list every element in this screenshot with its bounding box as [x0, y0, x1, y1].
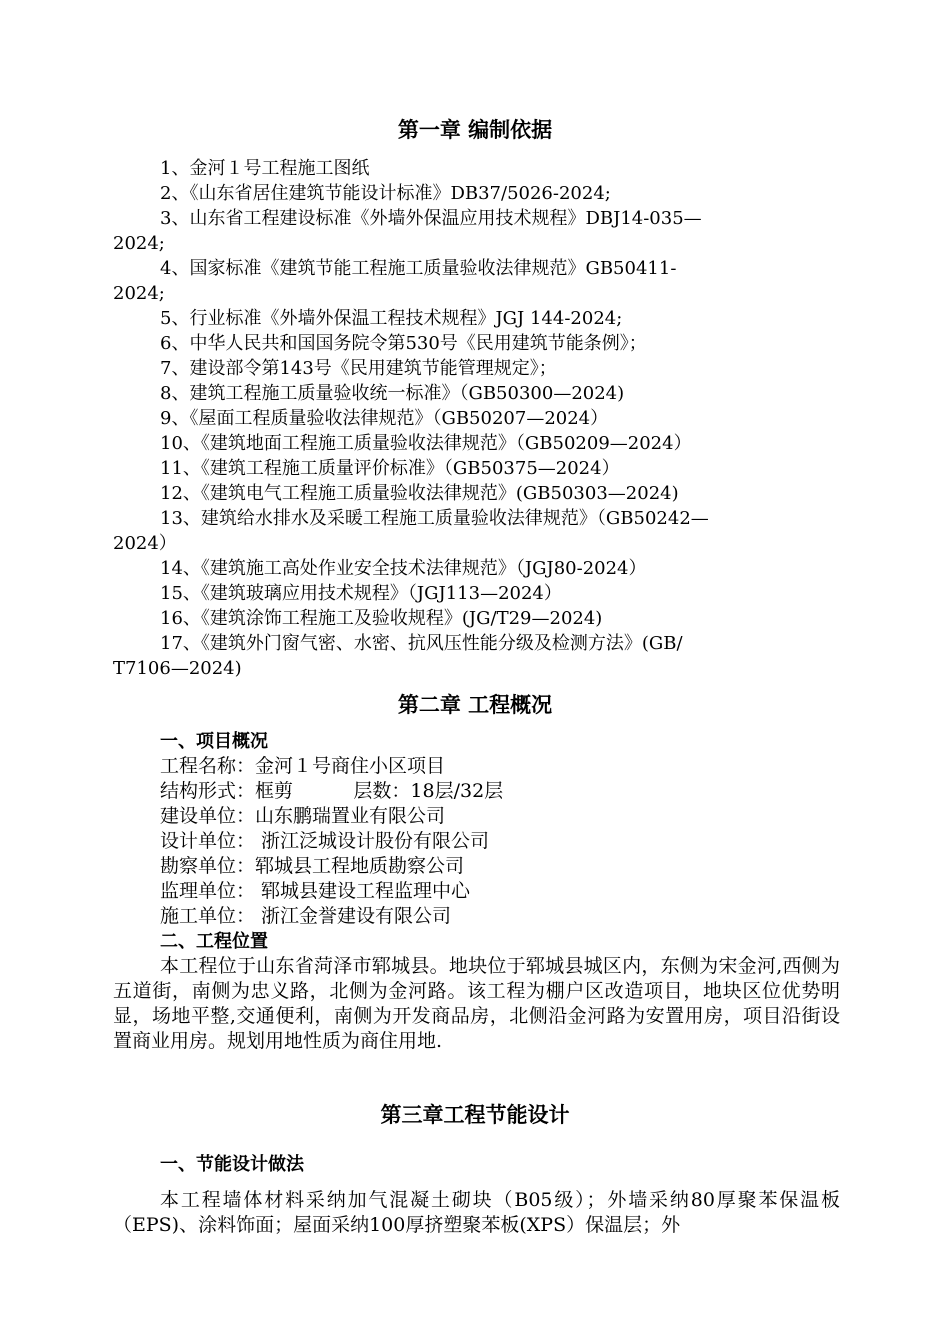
energy-design-heading: 一、节能设计做法: [160, 1154, 304, 1175]
basis-item-11: 11、《建筑工程施工质量评价标准》（GB50375—2024）: [160, 458, 620, 479]
supervision-unit: 监理单位： 郓城县建设工程监理中心: [160, 880, 471, 902]
project-overview-heading: 一、项目概况: [160, 731, 268, 752]
basis-item-15: 15、《建筑玻璃应用技术规程》（JGJ113—2024）: [160, 583, 562, 604]
basis-item-2: 2、《山东省居住建筑节能设计标准》DB37/5026-2024;: [160, 183, 611, 204]
construction-unit: 建设单位：山东鹏瑞置业有限公司: [160, 805, 446, 827]
chapter1-title: 第一章 编制依据: [397, 118, 553, 142]
chapter3-title: 第三章工程节能设计: [380, 1103, 570, 1127]
basis-item-9: 9、《屋面工程质量验收法律规范》（GB50207—2024）: [160, 408, 609, 429]
basis-item-12: 12、《建筑电气工程施工质量验收法律规范》(GB50303—2024): [160, 483, 679, 504]
project-location-text: 本工程位于山东省菏泽市郓城县。地块位于郓城县城区内，东侧为宋金河,西侧为五道街，南侧为忠义路，北侧为金河路。该工程为棚户区改造项目，地块区位优势明显，场地平整,交通便利，南侧为开发商品房，北侧沿金河路为安置用房，项目沿街设置商业用房。规划用地性质为商住用地.: [113, 955, 840, 1052]
basis-item-17: 17、《建筑外门窗气密、水密、抗风压性能分级及检测方法》(GB/: [160, 633, 683, 654]
basis-item-5: 5、行业标准《外墙外保温工程技术规程》JGJ 144-2024;: [160, 308, 623, 329]
energy-design-text: 本工程墙体材料采纳加气混凝土砌块（B05级）；外墙采纳80厚聚苯保温板（EPS)、涂料饰面；屋面采纳100厚挤塑聚苯板(XPS）保温层；外: [113, 1189, 840, 1236]
project-name: 工程名称：金河１号商住小区项目: [160, 755, 446, 777]
basis-item-4: 4、国家标准《建筑节能工程施工质量验收法律规范》GB50411-: [160, 258, 677, 279]
basis-item-3: 3、山东省工程建设标准《外墙外保温应用技术规程》DBJ14-035—: [160, 208, 702, 229]
chapter2-title: 第二章 工程概况: [397, 693, 553, 717]
basis-item-6: 6、中华人民共和国国务院令第530号《民用建筑节能条例》；: [160, 333, 647, 354]
contractor-unit: 施工单位： 浙江金誉建设有限公司: [160, 905, 452, 927]
basis-item-3-cont: 2024;: [113, 233, 165, 254]
basis-item-17-cont: T7106—2024): [113, 658, 242, 679]
basis-item-7: 7、建设部令第143号《民用建筑节能管理规定》；: [160, 358, 557, 379]
basis-item-13: 13、建筑给水排水及采暖工程施工质量验收法律规范》（GB50242—: [160, 508, 709, 529]
structure-type: 结构形式：框剪 层数：18层/32层: [160, 780, 504, 802]
basis-item-4-cont: 2024;: [113, 283, 165, 304]
survey-unit: 勘察单位：郓城县工程地质勘察公司: [160, 855, 465, 877]
basis-item-14: 14、《建筑施工高处作业安全技术法律规范》（JGJ80-2024）: [160, 558, 647, 579]
basis-item-16: 16、《建筑涂饰工程施工及验收规程》(JG/T29—2024): [160, 608, 603, 629]
basis-item-13-cont: 2024）: [113, 533, 177, 554]
project-location-heading: 二、工程位置: [160, 931, 268, 952]
basis-item-10: 10、《建筑地面工程施工质量验收法律规范》（GB50209—2024）: [160, 433, 692, 454]
basis-item-8: 8、建筑工程施工质量验收统一标准》（GB50300—2024): [160, 383, 625, 404]
basis-item-1: 1、金河１号工程施工图纸: [160, 158, 370, 179]
design-unit: 设计单位： 浙江泛城设计股份有限公司: [160, 830, 490, 852]
